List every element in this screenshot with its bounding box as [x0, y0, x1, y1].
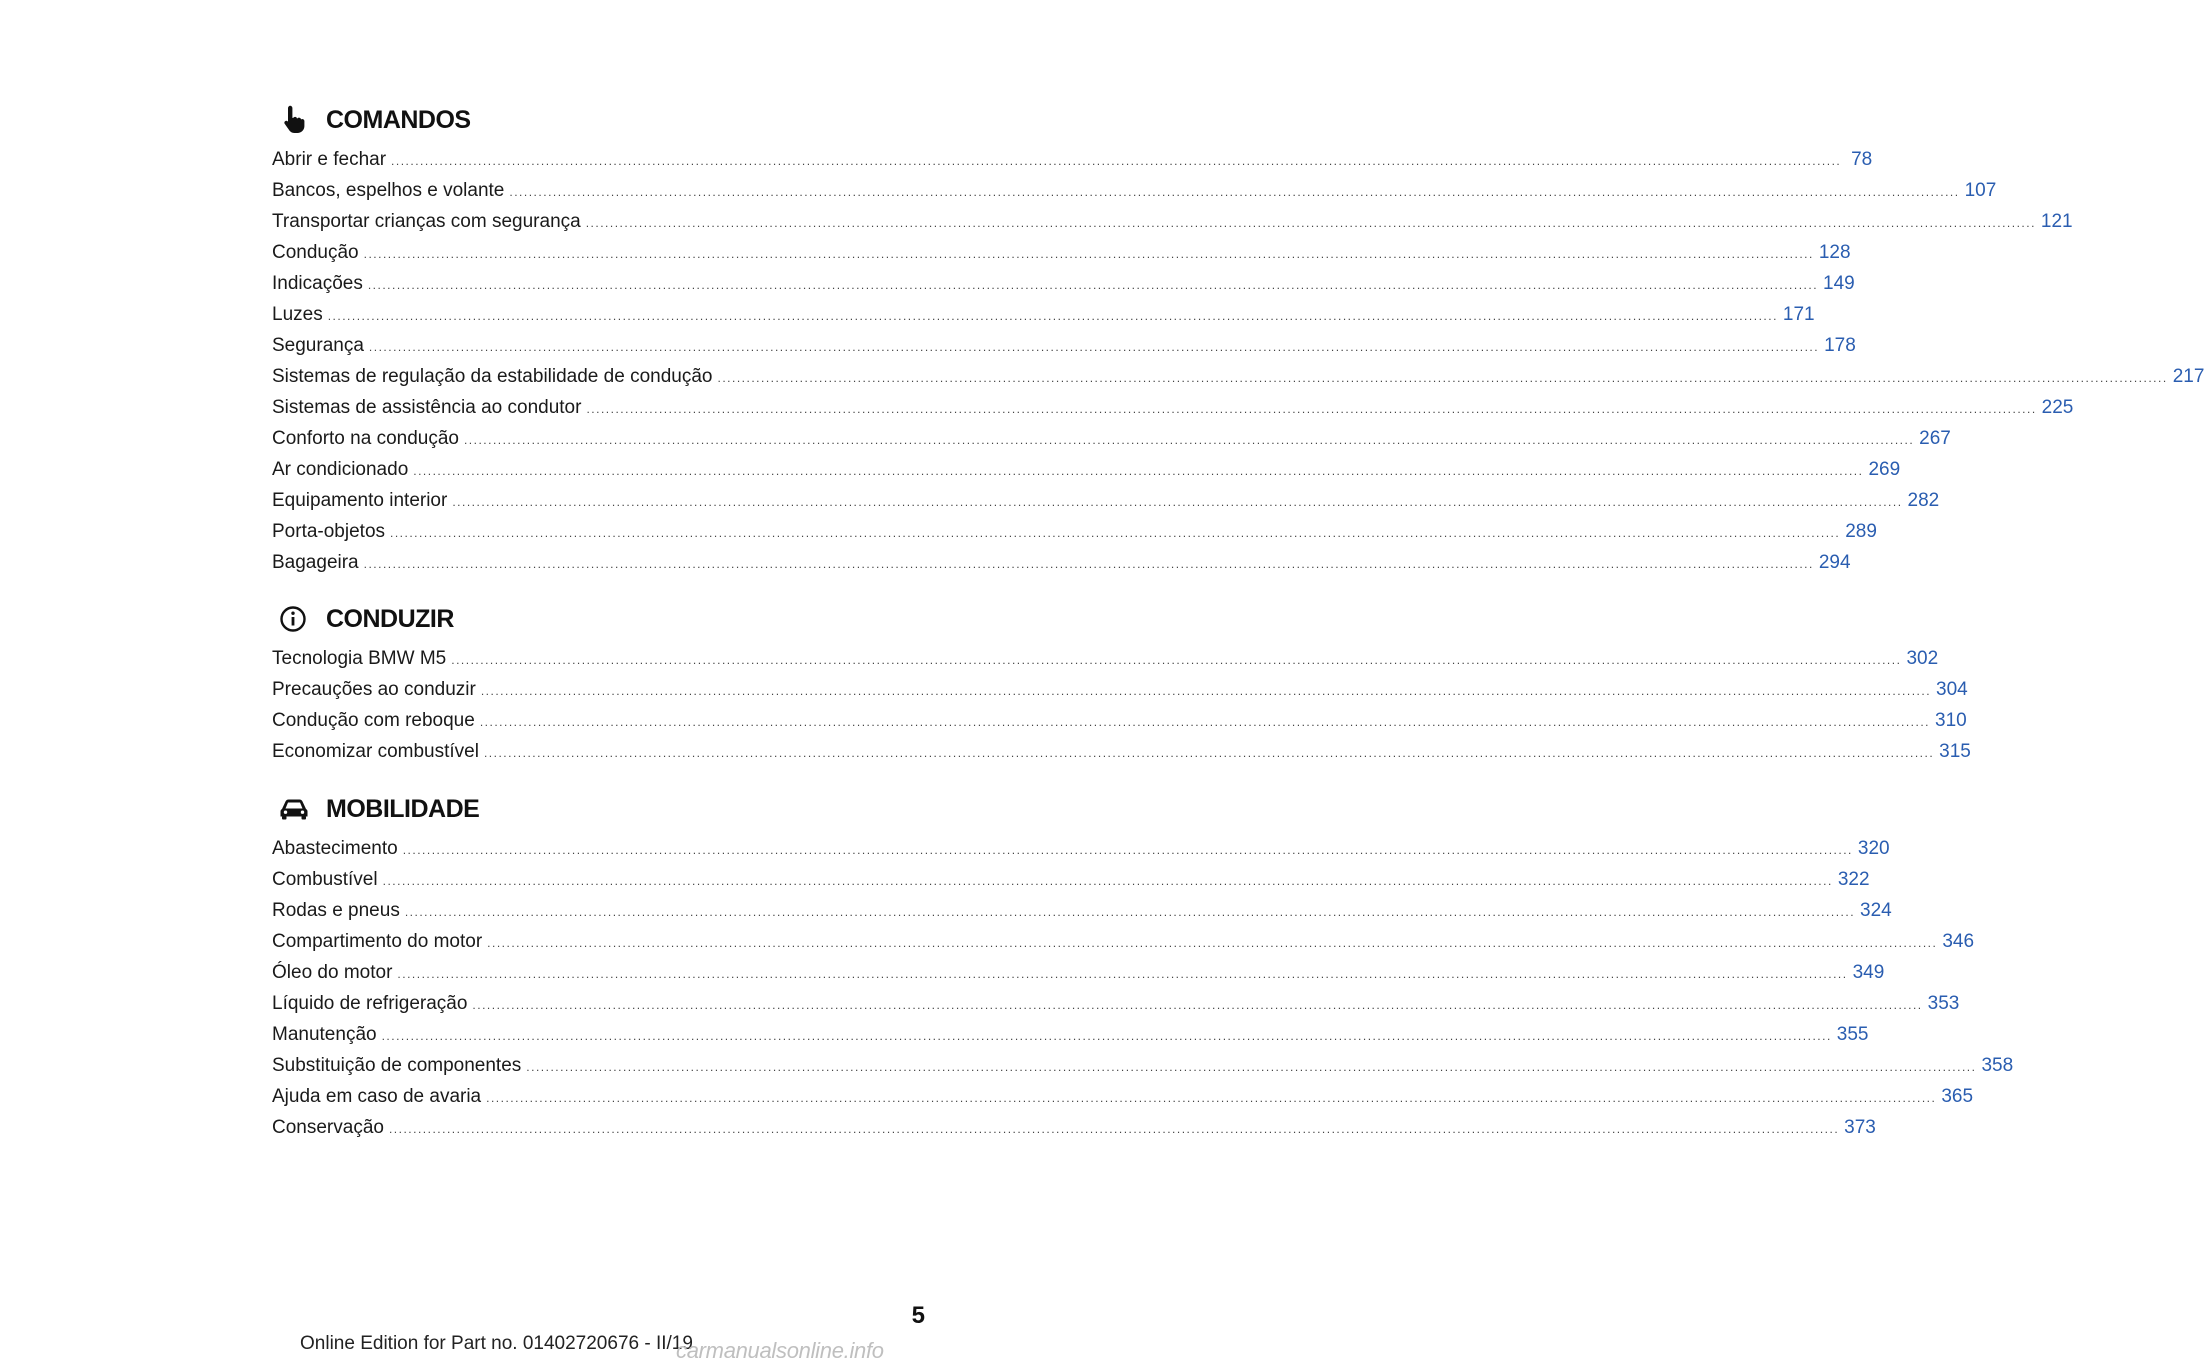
toc-entry[interactable]	[272, 639, 1939, 670]
toc-leader-dots: ............................................................................................................................................................................................................................................................................................................	[509, 185, 1960, 199]
toc-leader-dots: ............................................................................................................................................................................................................................................................................................................	[483, 746, 1935, 760]
toc-entry-page[interactable]: 282	[1907, 490, 1940, 511]
toc-entry-label: Óleo do motor	[272, 962, 393, 983]
toc-leader-dots: ............................................................................................................................................................................................................................................................................................................	[479, 715, 1931, 729]
toc-entry[interactable]	[272, 1015, 1869, 1046]
toc-entry[interactable]	[272, 326, 1856, 357]
section-title: MOBILIDADE	[326, 794, 480, 823]
toc-entry[interactable]	[272, 732, 1971, 763]
toc-entry-page[interactable]: 322	[1837, 869, 1870, 890]
toc-entry[interactable]	[272, 388, 2074, 419]
toc-entry-page[interactable]: 315	[1939, 741, 1971, 762]
toc-entry[interactable]	[272, 922, 1975, 953]
toc-entry-label: Manutenção	[272, 1024, 377, 1045]
toc-entry-page[interactable]: 365	[1941, 1086, 1974, 1107]
toc-entry-page[interactable]: 178	[1824, 335, 1856, 356]
toc-leader-dots: ............................................................................................................................................................................................................................................................................................................	[327, 309, 1778, 323]
toc-entry-page[interactable]: 267	[1919, 428, 1951, 449]
toc-entry[interactable]	[272, 202, 2073, 233]
toc-entry-label: Luzes	[272, 304, 323, 325]
footer-edition: Online Edition for Part no. 01402720676 - II/19	[300, 1333, 693, 1354]
toc-entry-label: Equipamento interior	[272, 490, 448, 511]
section-title: CONDUZIR	[326, 604, 454, 633]
toc-list	[272, 639, 1971, 763]
toc-leader-dots: ............................................................................................................................................................................................................................................................................................................	[717, 371, 2168, 385]
toc-entry-label: Precauções ao conduzir	[272, 679, 476, 700]
toc-entry-page[interactable]: 149	[1823, 273, 1855, 294]
toc-entry-label: Transportar crianças com segurança	[272, 211, 581, 232]
toc-entry-label: Abastecimento	[272, 838, 398, 859]
section-header	[272, 789, 928, 829]
toc-leader-dots: ............................................................................................................................................................................................................................................................................................................	[391, 154, 1842, 168]
toc-entry[interactable]	[272, 543, 1851, 574]
section-comandos	[272, 100, 2204, 574]
toc-leader-dots: ............................................................................................................................................................................................................................................................................................................	[472, 998, 1923, 1012]
toc-entry[interactable]	[272, 1046, 2014, 1077]
section-title: COMANDOS	[326, 105, 471, 134]
toc-leader-dots: ............................................................................................................................................................................................................................................................................................................	[382, 874, 1833, 888]
toc-entry-label: Líquido de refrigeração	[272, 993, 468, 1014]
toc-entry-page[interactable]: 355	[1836, 1024, 1869, 1045]
toc-entry-label: Combustível	[272, 869, 378, 890]
toc-leader-dots: ............................................................................................................................................................................................................................................................................................................	[404, 905, 1856, 919]
toc-entry-label: Bagageira	[272, 552, 359, 573]
toc-entry-label: Indicações	[272, 273, 363, 294]
toc-entry-label: Substituição de componentes	[272, 1055, 522, 1076]
toc-entry-label: Sistemas de regulação da estabilidade de condução	[272, 366, 713, 387]
toc-entry-label: Bancos, espelhos e volante	[272, 180, 505, 201]
toc-entry-label: Ar condicionado	[272, 459, 409, 480]
toc-entry-page[interactable]: 346	[1942, 931, 1975, 952]
toc-entry-page[interactable]: 324	[1860, 900, 1892, 921]
toc-entry-page[interactable]: 294	[1818, 552, 1851, 573]
toc-entry-page[interactable]: 353	[1927, 993, 1960, 1014]
toc-entry-label: Tecnologia BMW M5	[272, 648, 447, 669]
toc-entry-label: Ajuda em caso de avaria	[272, 1086, 482, 1107]
toc-leader-dots: ............................................................................................................................................................................................................................................................................................................	[363, 557, 1814, 571]
hand-pointer-icon	[278, 100, 318, 140]
toc-leader-dots: ............................................................................................................................................................................................................................................................................................................	[480, 684, 1932, 698]
toc-entry[interactable]	[272, 670, 1968, 701]
section-header	[272, 100, 928, 140]
toc-entry-label: Segurança	[272, 335, 364, 356]
toc-leader-dots: ............................................................................................................................................................................................................................................................................................................	[381, 1029, 1832, 1043]
toc-entry-page[interactable]: 128	[1818, 242, 1851, 263]
toc-entry[interactable]	[272, 357, 2204, 388]
toc-list	[272, 140, 2204, 574]
toc-entry[interactable]	[272, 481, 1940, 512]
toc-leader-dots: ............................................................................................................................................................................................................................................................................................................	[585, 216, 2036, 230]
toc-entry[interactable]	[272, 171, 1997, 202]
toc-entry-label: Sistemas de assistência ao condutor	[272, 397, 582, 418]
toc-entry-page[interactable]: 349	[1852, 962, 1885, 983]
toc-entry-page[interactable]: 289	[1845, 521, 1877, 542]
toc-leader-dots: ............................................................................................................................................................................................................................................................................................................	[390, 526, 1841, 540]
toc-entry[interactable]	[272, 984, 1960, 1015]
toc-leader-dots: ............................................................................................................................................................................................................................................................................................................	[451, 653, 1902, 667]
watermark: carmanualsonline.info	[676, 1338, 884, 1363]
info-icon	[278, 599, 318, 639]
toc-leader-dots: ............................................................................................................................................................................................................................................................................................................	[388, 1122, 1840, 1136]
toc-entry-label: Porta-objetos	[272, 521, 386, 542]
toc-entry-label: Conforto na condução	[272, 428, 459, 449]
toc-entry-page[interactable]: 171	[1782, 304, 1815, 325]
toc-entry[interactable]	[272, 140, 1873, 171]
toc-entry-page[interactable]: 217	[2172, 366, 2204, 387]
toc-entry-page[interactable]: 121	[2040, 211, 2073, 232]
toc-leader-dots: ............................................................................................................................................................................................................................................................................................................	[586, 402, 2037, 416]
toc-leader-dots: ............................................................................................................................................................................................................................................................................................................	[463, 433, 1915, 447]
toc-entry[interactable]	[272, 233, 1851, 264]
toc-entry-label: Condução	[272, 242, 359, 263]
toc-leader-dots: ............................................................................................................................................................................................................................................................................................................	[397, 967, 1848, 981]
toc-entry[interactable]	[272, 295, 1815, 326]
toc-entry[interactable]	[272, 1108, 1876, 1139]
toc-entry-label: Economizar combustível	[272, 741, 479, 762]
toc-entry[interactable]	[272, 419, 1951, 450]
toc-entry[interactable]	[272, 450, 1901, 481]
toc-leader-dots: ............................................................................................................................................................................................................................................................................................................	[452, 495, 1903, 509]
toc-entry-page[interactable]: 320	[1857, 838, 1890, 859]
toc-entry-page[interactable]: 310	[1935, 710, 1967, 731]
car-icon	[278, 789, 318, 829]
toc-entry-page[interactable]: 78	[1851, 149, 1873, 170]
toc-entry[interactable]	[272, 512, 1877, 543]
toc-entry[interactable]	[272, 701, 1967, 732]
toc-entry-page[interactable]: 269	[1868, 459, 1901, 480]
section-header	[272, 599, 928, 639]
toc-entry-page[interactable]: 225	[2041, 397, 2074, 418]
toc-entry-label: Rodas e pneus	[272, 900, 400, 921]
toc-entry-page[interactable]: 302	[1906, 648, 1939, 669]
toc-entry[interactable]	[272, 860, 1870, 891]
toc-leader-dots: ............................................................................................................................................................................................................................................................................................................	[368, 340, 1820, 354]
section-mobilidade	[272, 789, 2014, 1139]
toc-entry[interactable]	[272, 891, 1892, 922]
page-number: 5	[911, 1302, 925, 1329]
toc-entry-label: Abrir e fechar	[272, 149, 387, 170]
toc-entry-page[interactable]: 107	[1964, 180, 1997, 201]
toc-leader-dots: ............................................................................................................................................................................................................................................................................................................	[363, 247, 1814, 261]
toc-entry[interactable]	[272, 1077, 1974, 1108]
toc-leader-dots: ............................................................................................................................................................................................................................................................................................................	[413, 464, 1864, 478]
toc-entry[interactable]	[272, 829, 1890, 860]
toc-entry-page[interactable]: 304	[1936, 679, 1968, 700]
toc-entry-page[interactable]: 373	[1844, 1117, 1876, 1138]
toc-leader-dots: ............................................................................................................................................................................................................................................................................................................	[367, 278, 1819, 292]
toc-entry[interactable]	[272, 264, 1855, 295]
toc-leader-dots: ............................................................................................................................................................................................................................................................................................................	[526, 1060, 1977, 1074]
toc-leader-dots: ............................................................................................................................................................................................................................................................................................................	[402, 843, 1853, 857]
toc-entry[interactable]	[272, 953, 1885, 984]
toc-list	[272, 829, 2014, 1139]
toc-entry-page[interactable]: 358	[1981, 1055, 2014, 1076]
toc-leader-dots: ............................................................................................................................................................................................................................................................................................................	[486, 1091, 1937, 1105]
toc-leader-dots: ............................................................................................................................................................................................................................................................................................................	[487, 936, 1938, 950]
section-conduzir	[272, 599, 1971, 763]
toc-entry-label: Compartimento do motor	[272, 931, 483, 952]
toc-entry-label: Conservação	[272, 1117, 384, 1138]
toc-entry-label: Condução com reboque	[272, 710, 475, 731]
